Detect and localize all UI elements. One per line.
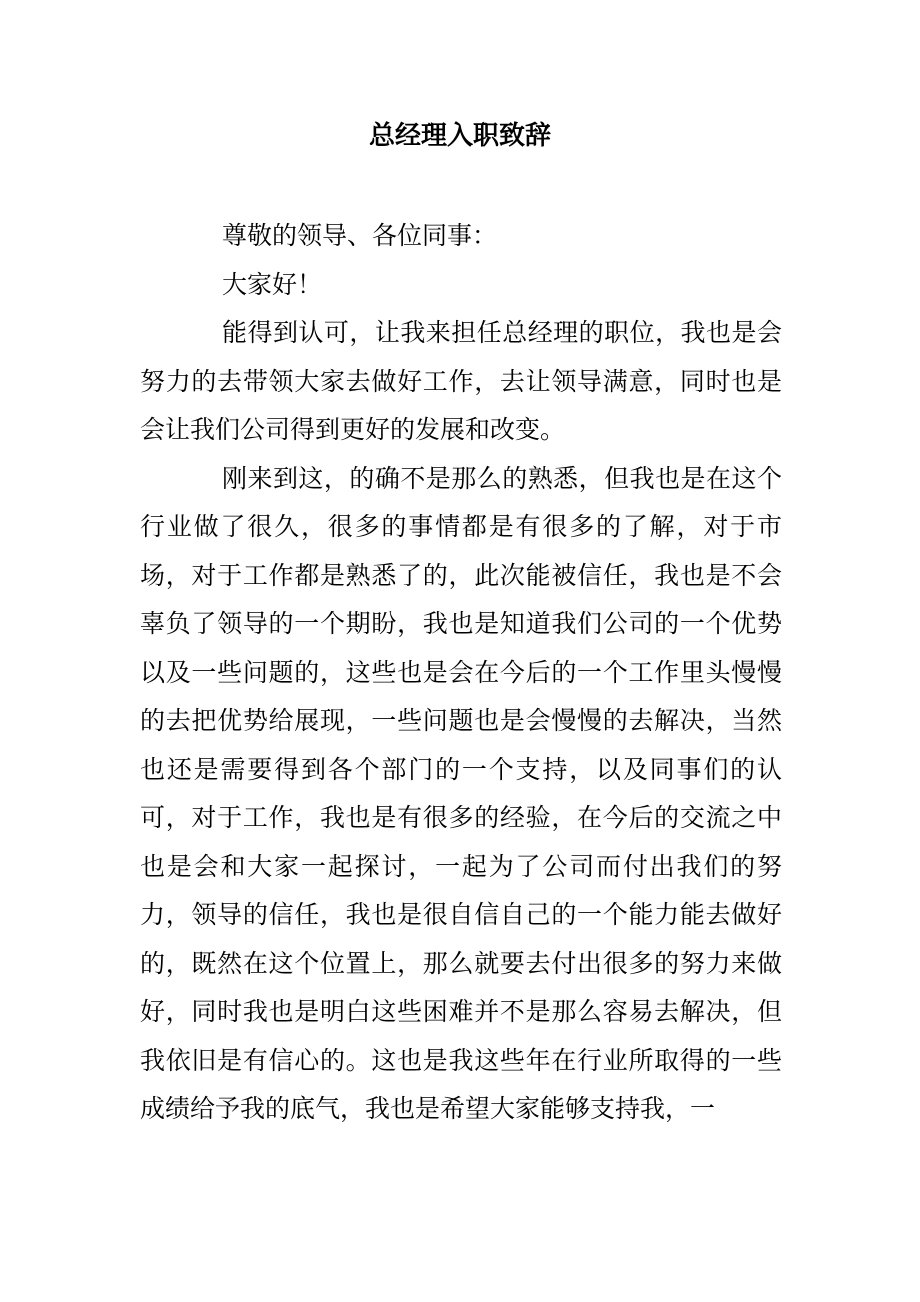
document-title: 总经理入职致辞 [368,121,551,151]
salutation: 尊敬的领导、各位同事： [222,221,498,250]
greeting: 大家好！ [222,269,323,299]
paragraph-2: 刚来到这，的确不是那么的熟悉，但我也是在这个行业做了很久，很多的事情都是有很多的了解，对于市场，对于工作都是熟悉了的，此次能被信任，我也是不会辜负了领导的一个期盼，我也是知道我们公司的一个优势以及一些问题的，这些也是会在今后的一个工作里头慢慢的去把优势给展现，一些问题也是会慢慢的去解决，当然也还是需要得到各个部门的一个支持，以及同事们的认可，对于工作，我也是有很多的经验，在今后的交流之中也是会和大家一起探讨，一起为了公司而付出我们的努力，领导的信任，我也是很自信自己的一个能力能去做好的，既然在这个位置上，那么就要去付出很多的努力来做好，同时我也是明白这些困难并不是那么容易去解决，但我依旧是有信心的。这也是我这些年在行业所取得的一些成绩给予我的底气，我也是希望大家能够支持我，一 [140,463,782,1123]
paragraph-1: 能得到认可，让我来担任总经理的职位，我也是会努力的去带领大家去做好工作，去让领导满意，同时也是会让我们公司得到更好的发展和改变。 [140,318,782,444]
document-body [140,212,782,1134]
